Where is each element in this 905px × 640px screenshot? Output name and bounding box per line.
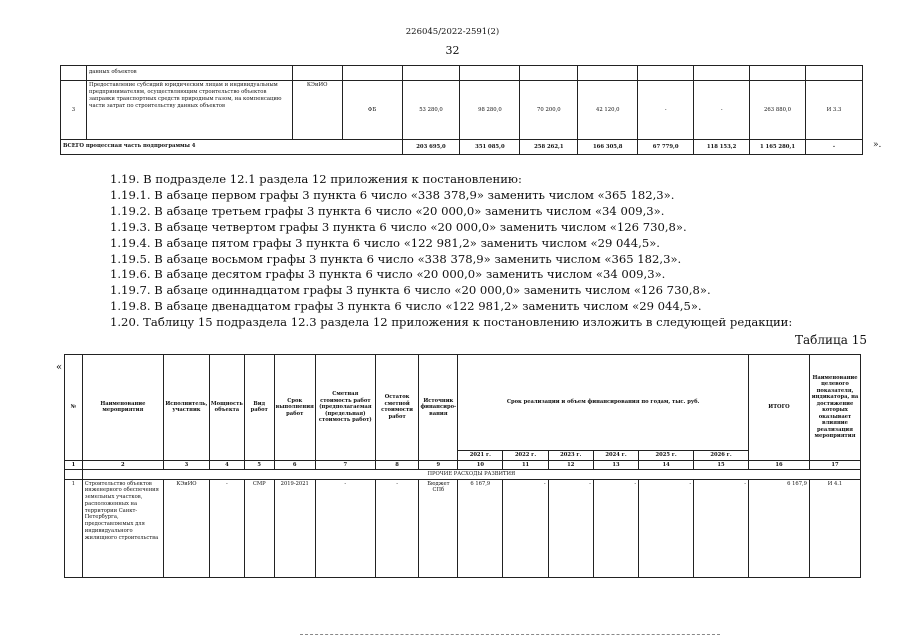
table-cell-2022: 98 280,0 — [460, 81, 520, 140]
table-cell-work-type: СМР — [244, 479, 274, 577]
column-number: 12 — [548, 460, 593, 470]
paragraph: 1.19.1. В абзаце первом графы 3 пункта 6 число «338 378,9» заменить числом «365 182,3». — [110, 187, 675, 202]
column-number: 5 — [244, 460, 274, 470]
table-cell-total: 6 167,9 — [749, 479, 810, 577]
table-cell-2024: - — [593, 479, 638, 577]
table-cell-2023: 70 200,0 — [520, 81, 578, 140]
funding-table-continuation — [60, 65, 863, 155]
column-number: 4 — [209, 460, 244, 470]
table-cell-2026: 118 153,2 — [694, 140, 750, 155]
table-cell-capacity: - — [209, 479, 244, 577]
closing-quote: ». — [873, 140, 882, 150]
table-15 — [64, 354, 861, 578]
column-number: 14 — [639, 460, 694, 470]
header-estimate: Сметная стоимость работ (предполагаемая (предельная) стоимость работ) — [315, 355, 375, 461]
paragraph: 1.19.2. В абзаце третьем графы 3 пункта 6 число «20 000,0» заменить числом «34 009,3». — [110, 203, 665, 218]
year-header: 2024 г. — [593, 451, 638, 461]
table-cell-2021: 6 167,9 — [458, 479, 503, 577]
table-cell-executor: КЭиИО — [292, 81, 342, 140]
table-cell-remainder: - — [375, 479, 419, 577]
table-cell-estimate: - — [315, 479, 375, 577]
year-header: 2025 г. — [639, 451, 694, 461]
table-row — [61, 66, 863, 81]
opening-quote: « — [56, 362, 63, 373]
column-number: 17 — [809, 460, 860, 470]
table-cell-2026: - — [694, 479, 749, 577]
amendment-paragraphs — [110, 172, 870, 331]
table-cell-source: Бюджет СПб — [419, 479, 458, 577]
table-cell-2025: - — [639, 479, 694, 577]
table-cell-2021: 203 695,0 — [402, 140, 460, 155]
header-indicator: Наименование целевого показателя, индикатора, на достижение которых оказывает влияние реализация мероприятия — [809, 355, 860, 461]
section-title: ПРОЧИЕ РАСХОДЫ РАЗВИТИЯ — [82, 470, 860, 480]
table-cell-name: данных объектов — [86, 66, 292, 81]
year-header: 2026 г. — [694, 451, 749, 461]
table-cell-2021: 53 280,0 — [402, 81, 460, 140]
header-num: № — [65, 355, 83, 461]
paragraph: 1.19.8. В абзаце двенадцатом графы 3 пункта 6 число «122 981,2» заменить числом «29 044,5». — [110, 299, 702, 314]
table-total-row — [61, 140, 863, 155]
paragraph: 1.19.5. В абзаце восьмом графы 3 пункта 6 число «338 378,9» заменить числом «365 182,3». — [110, 251, 682, 266]
column-number: 8 — [375, 460, 419, 470]
table-cell-2023: 258 262,1 — [520, 140, 578, 155]
table-row — [65, 479, 861, 577]
header-period: Срок реализации и объем финансирования по годам, тыс. руб. — [458, 355, 749, 451]
header-remainder: Остаток сметной стоимости работ — [375, 355, 419, 461]
table-cell-num: 3 — [61, 81, 87, 140]
table-row — [61, 81, 863, 140]
header-term: Срок выполнения работ — [274, 355, 315, 461]
year-header: 2021 г. — [458, 451, 503, 461]
year-header: 2022 г. — [503, 451, 548, 461]
total-row-label: ВСЕГО процессная часть подпрограммы 4 — [61, 140, 403, 155]
table-cell-indicator: И 3.3 — [805, 81, 862, 140]
column-number: 2 — [82, 460, 163, 470]
paragraph: 1.19. В подразделе 12.1 раздела 12 приложения к постановлению: — [110, 172, 522, 186]
paragraph: 1.19.6. В абзаце десятом графы 3 пункта 6 число «20 000,0» заменить числом «34 009,3». — [110, 267, 666, 282]
header-executor: Исполнитель, участник — [163, 355, 209, 461]
table-cell-executor: КЭиИО — [163, 479, 209, 577]
table-cell-2022: - — [503, 479, 548, 577]
table-cell-2022: 351 085,0 — [460, 140, 520, 155]
column-number-row — [65, 460, 861, 470]
paragraph: 1.19.3. В абзаце четвертом графы 3 пункта 6 число «20 000,0» заменить числом «126 730,8». — [110, 219, 687, 234]
table-cell-2025: 67 779,0 — [638, 140, 694, 155]
header-total: ИТОГО — [749, 355, 810, 461]
column-number: 1 — [65, 460, 83, 470]
header-name: Наименование мероприятия — [82, 355, 163, 461]
column-number: 3 — [163, 460, 209, 470]
table-cell-2025: - — [638, 81, 694, 140]
table-cell-2024: 166 305,8 — [578, 140, 638, 155]
column-number: 10 — [458, 460, 503, 470]
table-cell-2024: 42 120,0 — [578, 81, 638, 140]
column-number: 16 — [749, 460, 810, 470]
header-source: Источник финансиро-вания — [419, 355, 458, 461]
column-number: 7 — [315, 460, 375, 470]
table-cell-name: Предоставление субсидий юридическим лицам и индивидуальным предпринимателям, осуществляющим строительство объектов заправки транспортных средств природным газом, на компенсацию части затрат по строительству данных объектов — [86, 81, 292, 140]
header-work-type: Вид работ — [244, 355, 274, 461]
table-header-row — [65, 355, 861, 451]
column-number: 13 — [593, 460, 638, 470]
table-cell-2023: - — [548, 479, 593, 577]
column-number: 6 — [274, 460, 315, 470]
document-registration-number: 226045/2022-2591(2) — [405, 27, 500, 37]
column-number: 11 — [503, 460, 548, 470]
paragraph: 1.20. Таблицу 15 подраздела 12.3 раздела 12 приложения к постановлению изложить в следующей редакции: — [110, 315, 793, 330]
table-cell-name: Строительство объектов инженерного обеспечения земельных участков, расположенных на территории Санкт-Петербурга, предоставляемых для индивидуального жилищного строительства — [82, 479, 163, 577]
table-cell-source: ФБ — [342, 81, 402, 140]
table-cell-total: 263 880,0 — [750, 81, 806, 140]
table-title: Таблица 15 — [795, 333, 867, 347]
column-number: 15 — [694, 460, 749, 470]
paragraph: 1.19.4. В абзаце пятом графы 3 пункта 6 число «122 981,2» заменить числом «29 044,5». — [110, 235, 660, 250]
table-cell-2026: - — [694, 81, 750, 140]
column-number: 9 — [419, 460, 458, 470]
year-header: 2023 г. — [548, 451, 593, 461]
header-capacity: Мощность объекта — [209, 355, 244, 461]
scan-artifact-line — [300, 634, 720, 635]
section-row — [65, 470, 861, 480]
table-cell-indicator: - — [805, 140, 862, 155]
page-number: 32 — [445, 44, 460, 57]
paragraph: 1.19.7. В абзаце одиннадцатом графы 3 пункта 6 число «20 000,0» заменить числом «126 730,8». — [110, 283, 711, 298]
table-cell-term: 2019-2021 — [274, 479, 315, 577]
table-cell-total: 1 165 280,1 — [750, 140, 806, 155]
table-cell-indicator: И 4.1 — [809, 479, 860, 577]
table-cell-num: 1 — [65, 479, 83, 577]
